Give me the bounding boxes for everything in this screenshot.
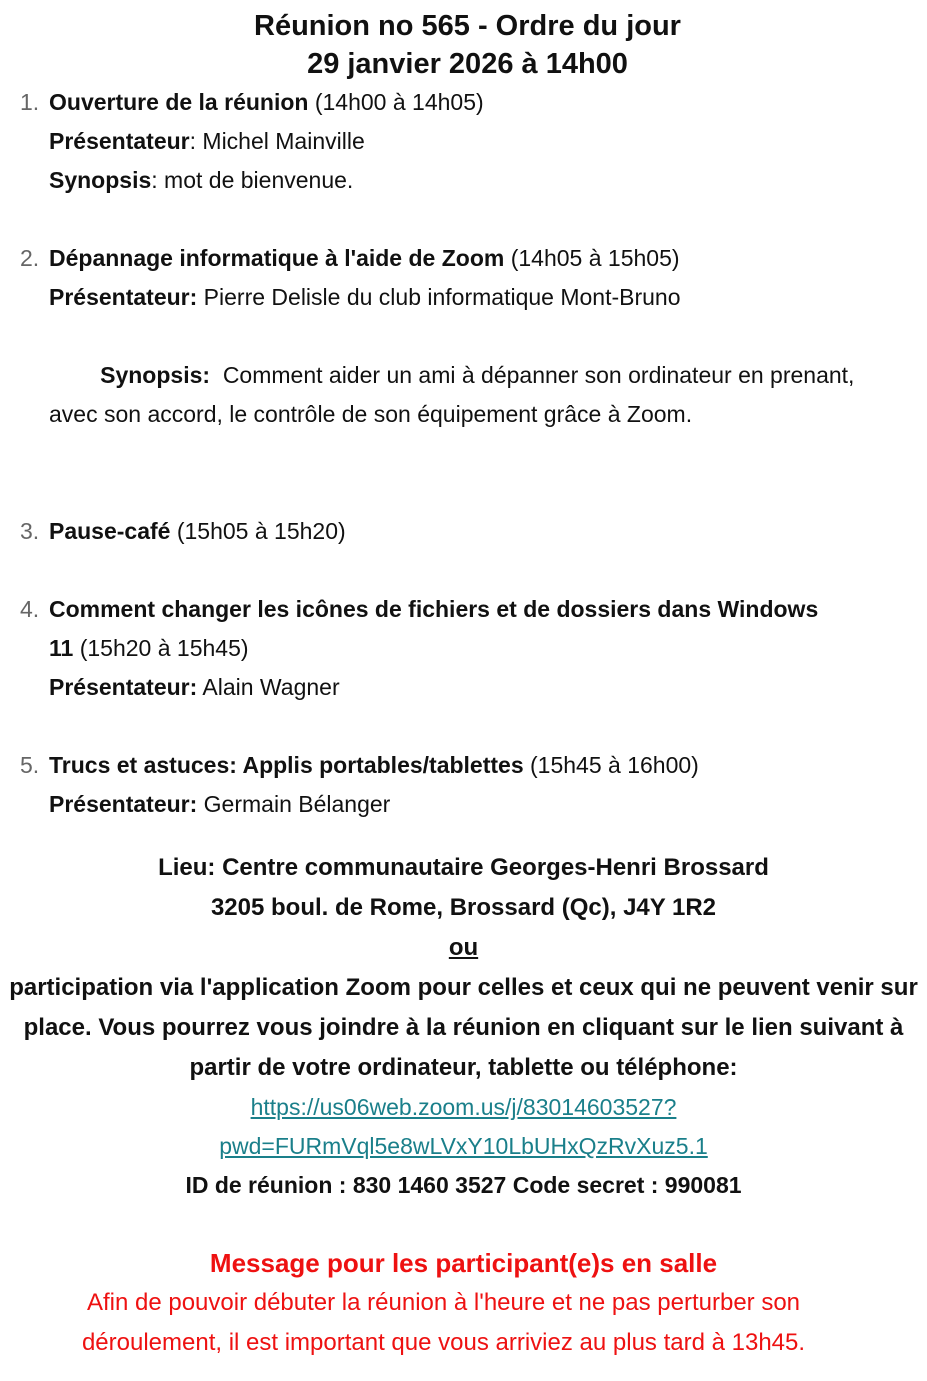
- presenter-label: Présentateur:: [49, 284, 198, 310]
- zoom-link-line-1: https://us06web.zoom.us/j/83014603527?: [250, 1094, 677, 1120]
- page-title: [0, 0, 927, 83]
- item-number: 1.: [20, 89, 40, 115]
- item-time: (15h45 à 16h00): [523, 752, 699, 778]
- synopsis-label: Synopsis:: [100, 362, 211, 388]
- title-line-1: Réunion no 565 - Ordre du jour: [254, 10, 681, 42]
- zoom-link-block: [0, 1088, 927, 1166]
- item-number: 5.: [20, 752, 40, 778]
- location-name: Lieu: Centre communautaire Georges-Henri Brossard: [158, 854, 769, 881]
- item-number: 3.: [20, 518, 40, 544]
- zoom-link-line-2: pwd=FURmVql5e8wLVxY10LbUHxQzRvXuz5.1: [219, 1133, 708, 1159]
- meeting-id: ID de réunion : 830 1460 3527 Code secret : 990081: [185, 1172, 742, 1198]
- item-title: Ouverture de la réunion: [49, 89, 309, 115]
- notice-title: Message pour les participant(e)s en salle: [209, 1248, 718, 1278]
- item-title: Pause-café: [49, 518, 171, 544]
- agenda-item: [0, 512, 927, 551]
- synopsis-label: Synopsis: [49, 167, 152, 193]
- zoom-instructions: participation via l'application Zoom pour celles et ceux qui ne peuvent venir sur place. Vous pourrez vous joindre à la réunion en cliquant sur le lien suivant à partir de votre ordinateur, tablette ou téléphone:: [9, 974, 918, 1081]
- agenda-list: [0, 83, 927, 824]
- item-number: 4.: [20, 596, 40, 622]
- synopsis-text: mot de bienvenue.: [164, 167, 354, 193]
- presenter-label: Présentateur:: [49, 674, 198, 700]
- location-section: [0, 848, 927, 1088]
- presenter-name: Pierre Delisle du club informatique Mont-Bruno: [197, 284, 681, 310]
- item-title: Trucs et astuces: Applis portables/tablettes: [49, 752, 524, 778]
- presenter-name: Alain Wagner: [197, 674, 340, 700]
- item-title: Comment changer les icônes de fichiers et de dossiers dans Windows 11: [49, 596, 819, 661]
- item-time: (15h05 à 15h20): [170, 518, 346, 544]
- title-line-2: 29 janvier 2026 à 14h00: [307, 48, 628, 80]
- item-time: (15h20 à 15h45): [73, 635, 249, 661]
- synopsis-sep: :: [151, 167, 165, 193]
- presenter-name: Michel Mainville: [202, 128, 365, 154]
- presenter-name: Germain Bélanger: [197, 791, 391, 817]
- item-time: (14h00 à 14h05): [308, 89, 484, 115]
- notice-section: [0, 1243, 927, 1363]
- synopsis-text: Comment aider un ami à dépanner son ordinateur en prenant, avec son accord, le contrôle de son équipement grâce à Zoom.: [49, 362, 861, 427]
- zoom-meeting-link[interactable]: [219, 1094, 708, 1159]
- presenter-sep: :: [189, 128, 203, 154]
- location-address: 3205 boul. de Rome, Brossard (Qc), J4Y 1R2: [210, 894, 717, 921]
- presenter-label: Présentateur:: [49, 791, 198, 817]
- agenda-item: [0, 83, 927, 200]
- or-separator: ou: [448, 934, 479, 961]
- agenda-item: [0, 239, 927, 473]
- item-title: Dépannage informatique à l'aide de Zoom: [49, 245, 505, 271]
- agenda-item: [0, 590, 927, 707]
- agenda-item: [0, 746, 927, 824]
- notice-body: Afin de pouvoir débuter la réunion à l'heure et ne pas perturber son déroulement, il est important que vous arriviez au plus tard à 13h45.: [81, 1289, 806, 1356]
- item-time: (14h05 à 15h05): [504, 245, 680, 271]
- presenter-label: Présentateur: [49, 128, 190, 154]
- item-number: 2.: [20, 245, 40, 271]
